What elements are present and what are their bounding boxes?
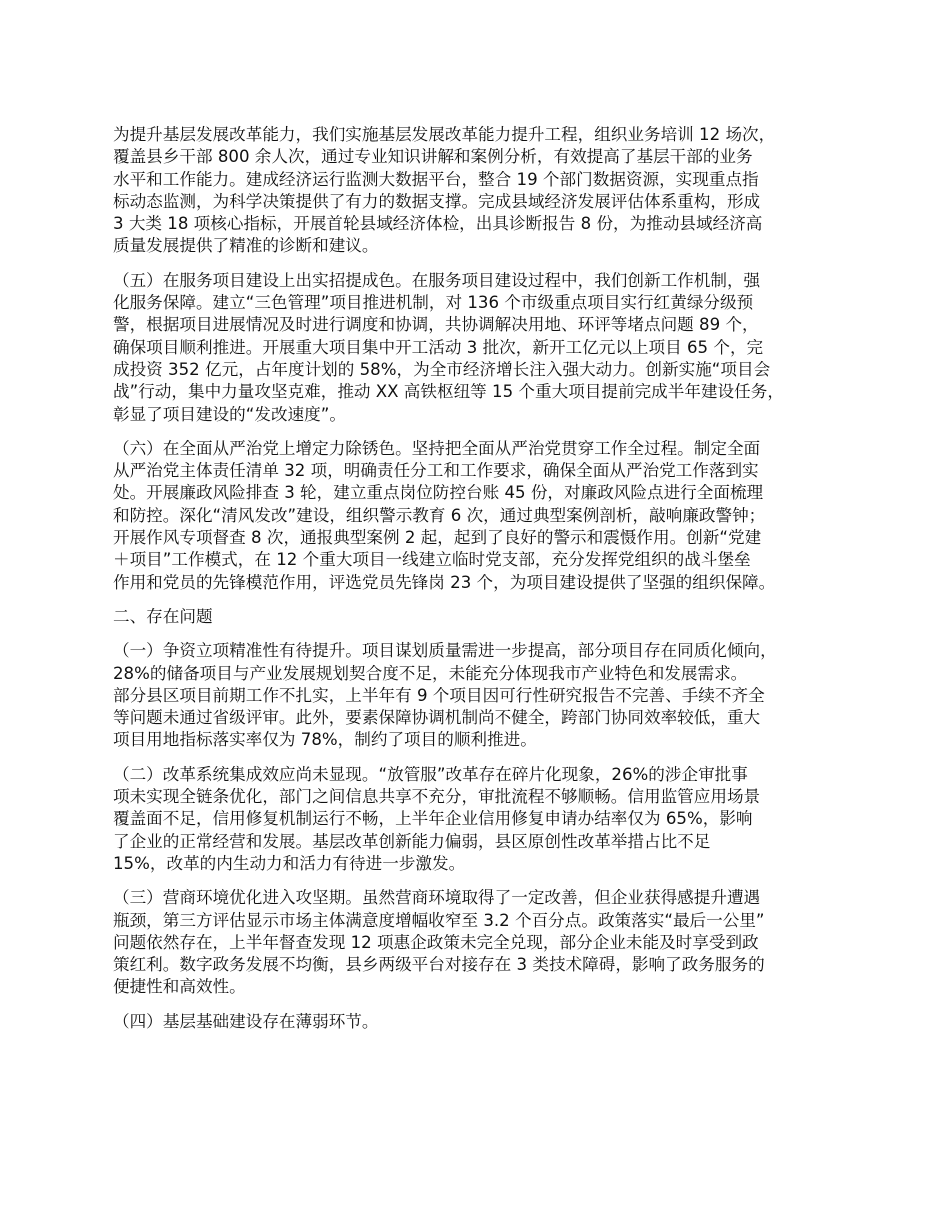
paragraph-grassroots-capacity — [113, 124, 858, 258]
text-line: 等问题未通过省级评审。此外，要素保障协调机制尚不健全，跨部门协同效率较低，重大 — [113, 708, 761, 728]
text-line: 战”行动，集中力量攻坚克难，推动 XX 高铁枢纽等 15 个重大项目提前完成半年建设任务， — [113, 382, 784, 402]
text-line: 处。开展廉政风险排查 3 轮，建立重点岗位防控台账 45 份，对廉政风险点进行全面梳理 — [113, 483, 764, 503]
paragraph-problem-2-reform-integration — [113, 764, 858, 875]
text-line: 28%的储备项目与产业发展规划契合度不足，未能充分体现我市产业特色和发展需求。 — [113, 663, 748, 683]
text-line: 15%，改革的内生动力和活力有待进一步激发。 — [113, 853, 466, 873]
text-line: 确保项目顺利推进。开展重大项目集中开工活动 3 批次，新开工亿元以上项目 65 个，完 — [113, 337, 764, 357]
text-line: ＋项目”工作模式，在 12 个重大项目一线建立临时党支部，充分发挥党组织的战斗堡垒 — [113, 550, 751, 570]
text-line: （五）在服务项目建设上出实招提成色。在服务项目建设过程中，我们创新工作机制，强 — [113, 270, 761, 290]
paragraph-section-6-party-discipline — [113, 438, 858, 594]
text-line: 作用和党员的先锋模范作用，评选党员先锋岗 23 个，为项目建设提供了坚强的组织保障。 — [113, 572, 776, 592]
text-line: 策红利。数字政务发展不均衡，县乡两级平台对接存在 3 类技术障碍，影响了政务服务的 — [113, 955, 765, 975]
text-line: 水平和工作能力。建成经济运行监测大数据平台，整合 19 个部门数据资源，实现重点指 — [113, 169, 759, 189]
text-line: 彰显了项目建设的“发改速度”。 — [113, 404, 346, 424]
text-line: （二）改革系统集成效应尚未显现。“放管服”改革存在碎片化现象，26%的涉企审批事 — [113, 764, 748, 784]
text-line: 标动态监测，为科学决策提供了有力的数据支撑。完成县域经济发展评估体系重构，形成 — [113, 191, 761, 211]
text-line: 覆盖面不足，信用修复机制运行不畅，上半年企业信用修复申请办结率仅为 65%，影响 — [113, 809, 753, 829]
text-line: （六）在全面从严治党上增定力除锈色。坚持把全面从严治党贯穿工作全过程。制定全面 — [113, 438, 761, 458]
text-line: 项目用地指标落实率仅为 78%，制约了项目的顺利推进。 — [113, 730, 537, 750]
text-line: （四）基层基础建设存在薄弱环节。 — [113, 1011, 379, 1031]
paragraph-problem-3-business-environment — [113, 887, 858, 998]
text-line: 项未实现全链条优化，部门之间信息共享不充分，审批流程不够顺畅。信用监管应用场景 — [113, 787, 761, 807]
text-line: 瓶颈，第三方评估显示市场主体满意度增幅收窄至 3.2 个百分点。政策落实“最后一公里” — [113, 910, 765, 930]
text-line: 部分县区项目前期工作不扎实，上半年有 9 个项目因可行性研究报告不完善、手续不齐全 — [113, 685, 765, 705]
text-line: 从严治党主体责任清单 32 项，明确责任分工和工作要求，确保全面从严治党工作落到实 — [113, 461, 759, 481]
text-line: 覆盖县乡干部 800 余人次，通过专业知识讲解和案例分析，有效提高了基层干部的业务 — [113, 147, 753, 167]
text-line: 为提升基层发展改革能力，我们实施基层发展改革能力提升工程，组织业务培训 12 场次， — [113, 125, 776, 144]
text-line: 了企业的正常经营和发展。基层改革创新能力偏弱，县区原创性改革举措占比不足 — [113, 831, 711, 851]
paragraph-problem-1-project-precision — [113, 640, 858, 751]
paragraph-section-5-project-service — [113, 270, 858, 426]
text-line: 质量发展提供了精准的诊断和建议。 — [113, 236, 379, 256]
text-line: 3 大类 18 项核心指标，开展首轮县域经济体检，出具诊断报告 8 份，为推动县域经济高 — [113, 214, 763, 234]
paragraph-problem-4-grassroots-foundation — [113, 1011, 858, 1033]
text-line: 和防控。深化“清风发改”建设，组织警示教育 6 次，通过典型案例剖析，敲响廉政警钟； — [113, 505, 766, 525]
text-line: （三）营商环境优化进入攻坚期。虽然营商环境取得了一定改善，但企业获得感提升遭遇 — [113, 888, 761, 908]
document-body — [113, 124, 858, 1045]
section-heading-existing-problems — [113, 606, 858, 628]
text-line: 便捷性和高效性。 — [113, 977, 246, 997]
text-line: 问题依然存在，上半年督查发现 12 项惠企政策未完全兑现，部分企业未能及时享受到政 — [113, 932, 759, 952]
text-line: 警，根据项目进展情况及时进行调度和协调，共协调解决用地、环评等堵点问题 89 个， — [113, 315, 759, 335]
text-line: 化服务保障。建立“三色管理”项目推进机制，对 136 个市级重点项目实行红黄绿分级预 — [113, 293, 754, 313]
text-line: （一）争资立项精准性有待提升。项目谋划质量需进一步提高，部分项目存在同质化倾向， — [113, 641, 777, 661]
text-line: 成投资 352 亿元，占年度计划的 58%，为全市经济增长注入强大动力。创新实施“项目会 — [113, 359, 771, 379]
heading-line: 二、存在问题 — [113, 606, 213, 626]
text-line: 开展作风专项督查 8 次，通报典型案例 2 起，起到了良好的警示和震慑作用。创新“党建 — [113, 528, 762, 548]
